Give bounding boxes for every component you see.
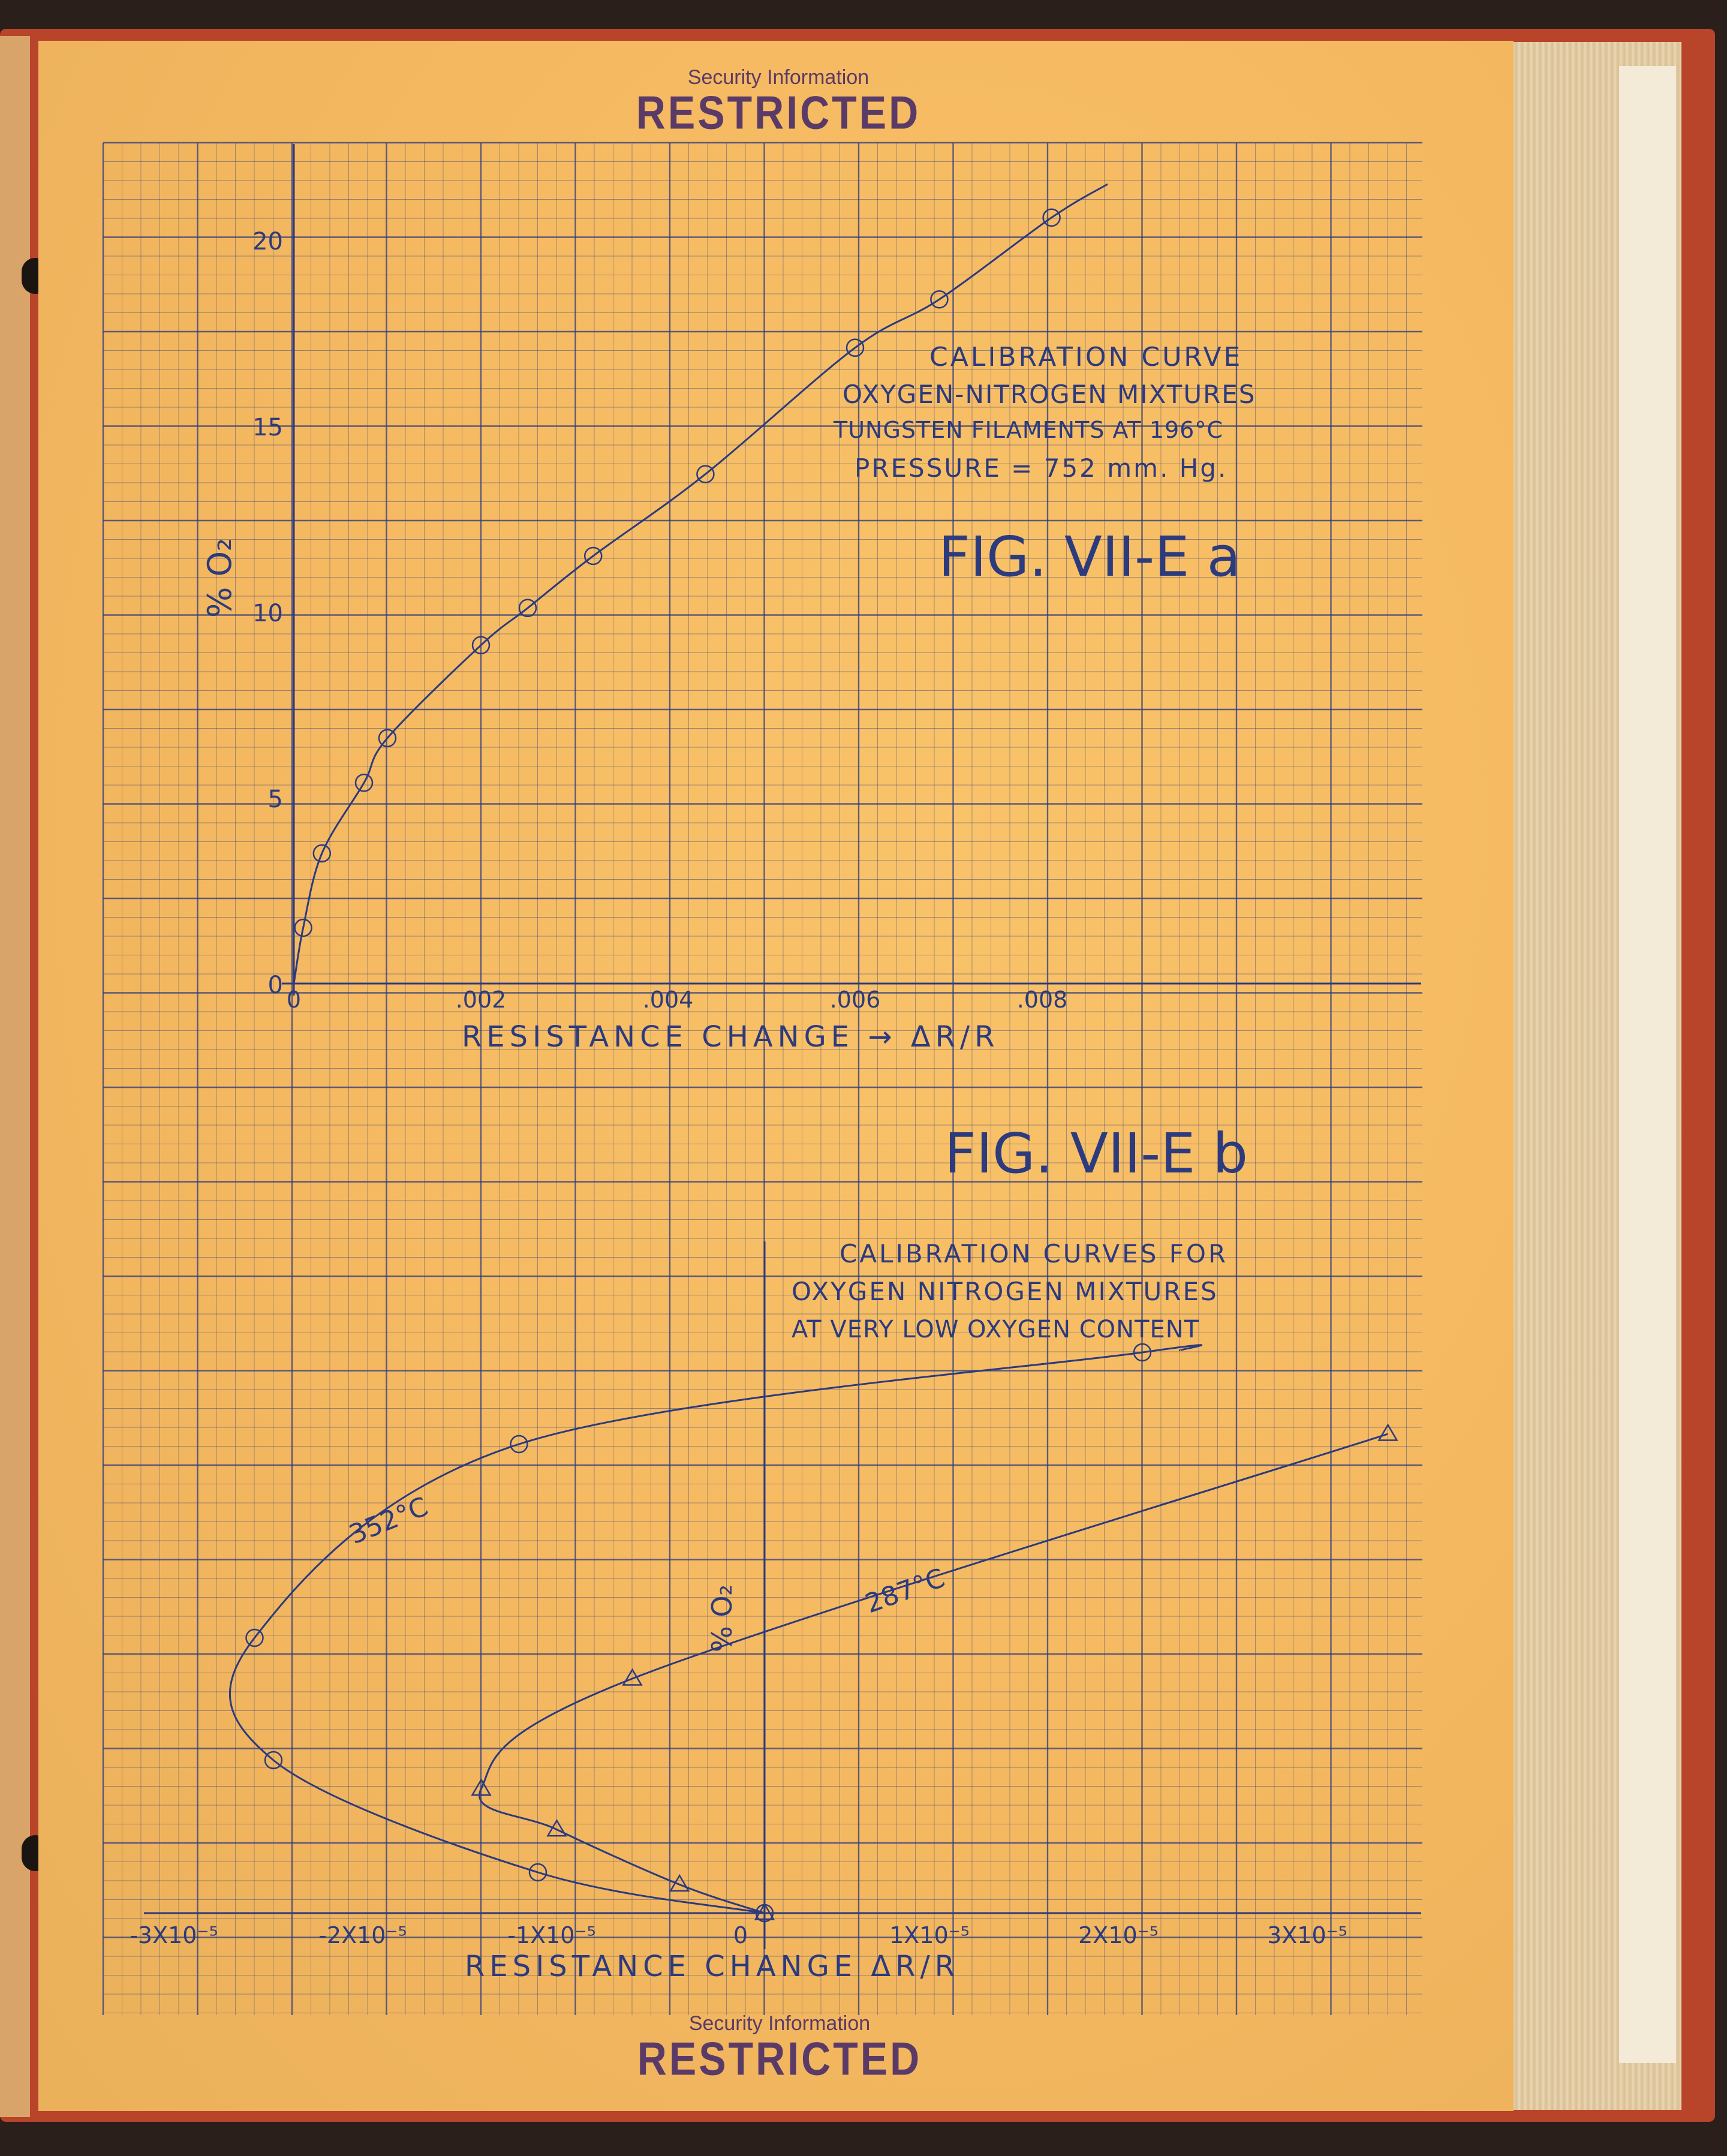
fig-b-curve-287 xyxy=(479,1434,1388,1913)
fig-b-series-label-287: 287°C xyxy=(861,1562,949,1620)
fig-a-x-tick-label: .004 xyxy=(642,987,694,1013)
fig-b-data-point-287 xyxy=(624,1670,642,1685)
fig-a-y-tick-label: 10 xyxy=(252,600,283,627)
fig-a-x-tick-label: .008 xyxy=(1016,987,1068,1013)
stamp-bottom-restricted: RESTRICTED xyxy=(637,2032,922,2085)
fig-a-y-tick-label: 5 xyxy=(267,786,283,813)
fig-a-x-tick-label: 0 xyxy=(286,987,302,1013)
fig-a-x-tick-label: .002 xyxy=(455,987,507,1013)
stamp-top-restricted: RESTRICTED xyxy=(636,86,921,139)
fig-b-series-label-352: 352°C xyxy=(345,1491,432,1551)
fig-a-title-line-4: PRESSURE = 752 mm. Hg. xyxy=(855,453,1228,483)
fig-b-title-line-3: AT VERY LOW OXYGEN CONTENT xyxy=(792,1316,1200,1343)
fig-a-axes xyxy=(252,144,1421,1013)
fig-a-title-line-3: TUNGSTEN FILAMENTS AT 196°C xyxy=(834,417,1223,443)
fig-a-x-tick-label: .006 xyxy=(829,987,881,1013)
fig-a-y-tick-label: 0 xyxy=(267,972,283,999)
fig-a-title-line-2: OXYGEN-NITROGEN MIXTURES xyxy=(843,380,1256,409)
fig-a-y-tick-label: 15 xyxy=(252,414,283,441)
stamp-top-security: Security Information xyxy=(687,66,869,89)
fig-b-ylabel: % O₂ xyxy=(706,1584,738,1652)
fig-b-title-block xyxy=(792,1239,1228,1343)
fig-b-x-tick-label: -1X10⁻⁵ xyxy=(507,1922,596,1948)
fig-b-label: FIG. VII-E b xyxy=(944,1121,1248,1186)
fig-b-x-tick-label: -2X10⁻⁵ xyxy=(318,1922,407,1948)
fig-a-label: FIG. VII-E a xyxy=(938,525,1241,589)
graph-grid xyxy=(103,143,1422,2015)
fig-b-x-tick-label: 2X10⁻⁵ xyxy=(1078,1922,1159,1948)
stamp-bottom-security: Security Information xyxy=(688,2012,871,2035)
fig-b-title-line-2: OXYGEN NITROGEN MIXTURES xyxy=(792,1277,1218,1306)
fig-a-ylabel: % O₂ xyxy=(201,538,239,618)
fig-b-x-tick-label: -3X10⁻⁵ xyxy=(130,1922,218,1948)
fig-a-y-tick-label: 20 xyxy=(252,228,283,255)
fig-b-data-point-287 xyxy=(670,1875,688,1891)
fig-b-series xyxy=(230,1344,1397,1922)
fig-b-title-line-1: CALIBRATION CURVES FOR xyxy=(840,1239,1229,1268)
fig-b-xlabel: RESISTANCE CHANGE ΔR/R xyxy=(465,1950,960,1983)
fig-b-x-tick-label: 3X10⁻⁵ xyxy=(1267,1922,1347,1948)
fig-a-title-line-1: CALIBRATION CURVE xyxy=(929,342,1243,372)
fig-b-x-tick-label: 1X10⁻⁵ xyxy=(889,1922,970,1948)
fig-b-x-tick-label: 0 xyxy=(733,1922,748,1948)
fig-a-xlabel: RESISTANCE CHANGE → ΔR/R xyxy=(462,1020,1000,1054)
